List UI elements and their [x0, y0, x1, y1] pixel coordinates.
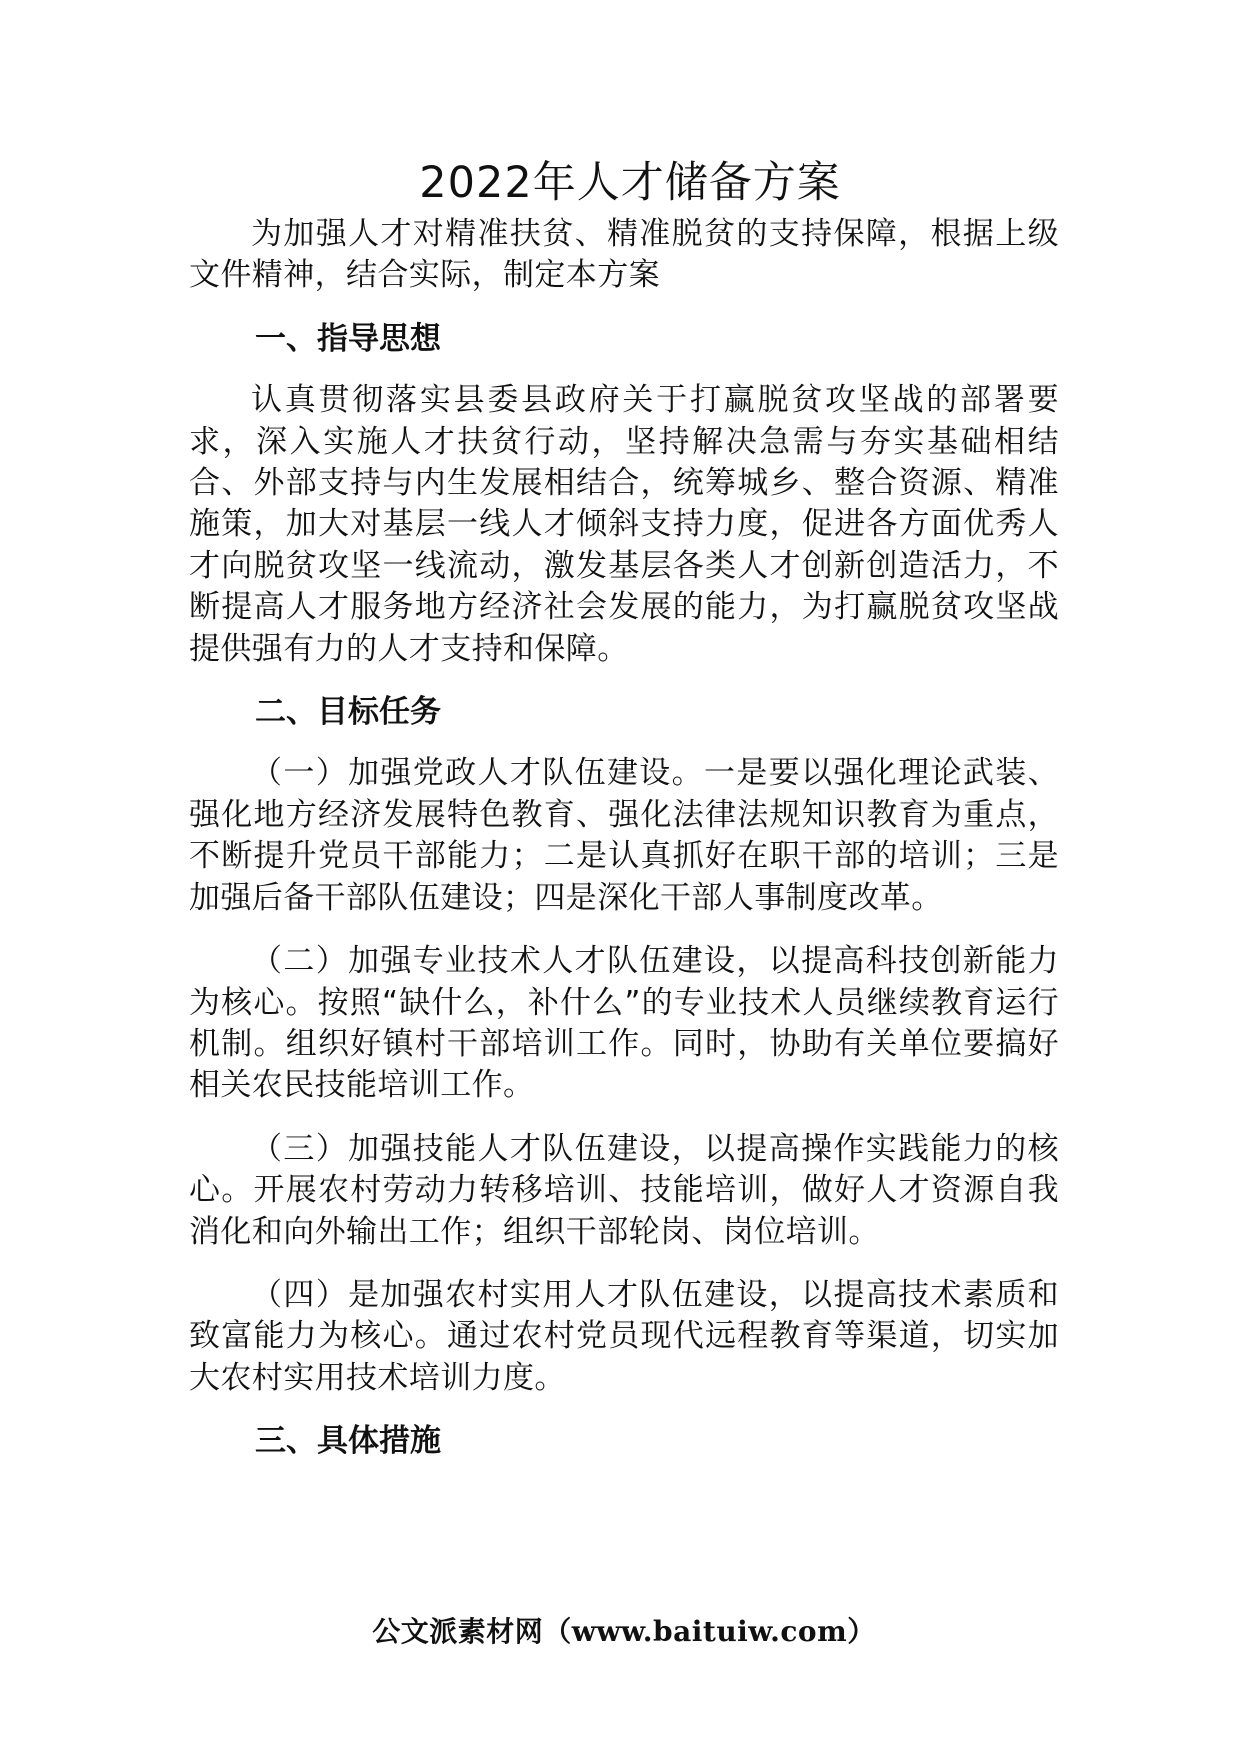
footer-watermark: 公文派素材网（www.baituiw.com）	[372, 1615, 876, 1648]
section-heading-goals-tasks: 二、目标任务	[255, 694, 441, 731]
guiding-thought-paragraph: 认真贯彻落实县委县政府关于打赢脱贫攻坚战的部署要求，深入实施人才扶贫行动，坚持解决急需与夯实基础相结合、外部支持与内生发展相结合，统筹城乡、整合资源、精准施策，加大对基层一线人才倾斜支持力度，促进各方面优秀人才向脱贫攻坚一线流动，激发基层各类人才创新创造活力，不断提高人才服务地方经济社会发展的能力，为打赢脱贫攻坚战提供强有力的人才支持和保障。	[189, 382, 1059, 667]
section-heading-guiding-thought: 一、指导思想	[255, 320, 441, 357]
goals-paragraph-4: （四）是加强农村实用人才队伍建设，以提高技术素质和致富能力为核心。通过农村党员现代远程教育等渠道，切实加大农村实用技术培训力度。	[189, 1276, 1059, 1396]
intro-paragraph: 为加强人才对精准扶贫、精准脱贫的支持保障，根据上级文件精神，结合实际，制定本方案	[189, 216, 1059, 294]
document-body	[189, 152, 1059, 1463]
goals-paragraph-1: （一）加强党政人才队伍建设。一是要以强化理论武装、强化地方经济发展特色教育、强化法律法规知识教育为重点，不断提升党员干部能力；二是认真抓好在职干部的培训；三是加强后备干部队伍建设；四是深化干部人事制度改革。	[189, 755, 1059, 916]
document-title: 2022年人才储备方案	[419, 158, 841, 208]
goals-paragraph-2: （二）加强专业技术人才队伍建设，以提高科技创新能力为核心。按照“缺什么，补什么”的专业技术人员继续教育运行机制。组织好镇村干部培训工作。同时，协助有关单位要搞好相关农民技能培训工作。	[189, 943, 1059, 1104]
goals-paragraph-3: （三）加强技能人才队伍建设，以提高操作实践能力的核心。开展农村劳动力转移培训、技能培训，做好人才资源自我消化和向外输出工作；组织干部轮岗、岗位培训。	[189, 1130, 1059, 1250]
section-heading-specific-measures: 三、具体措施	[255, 1423, 441, 1460]
